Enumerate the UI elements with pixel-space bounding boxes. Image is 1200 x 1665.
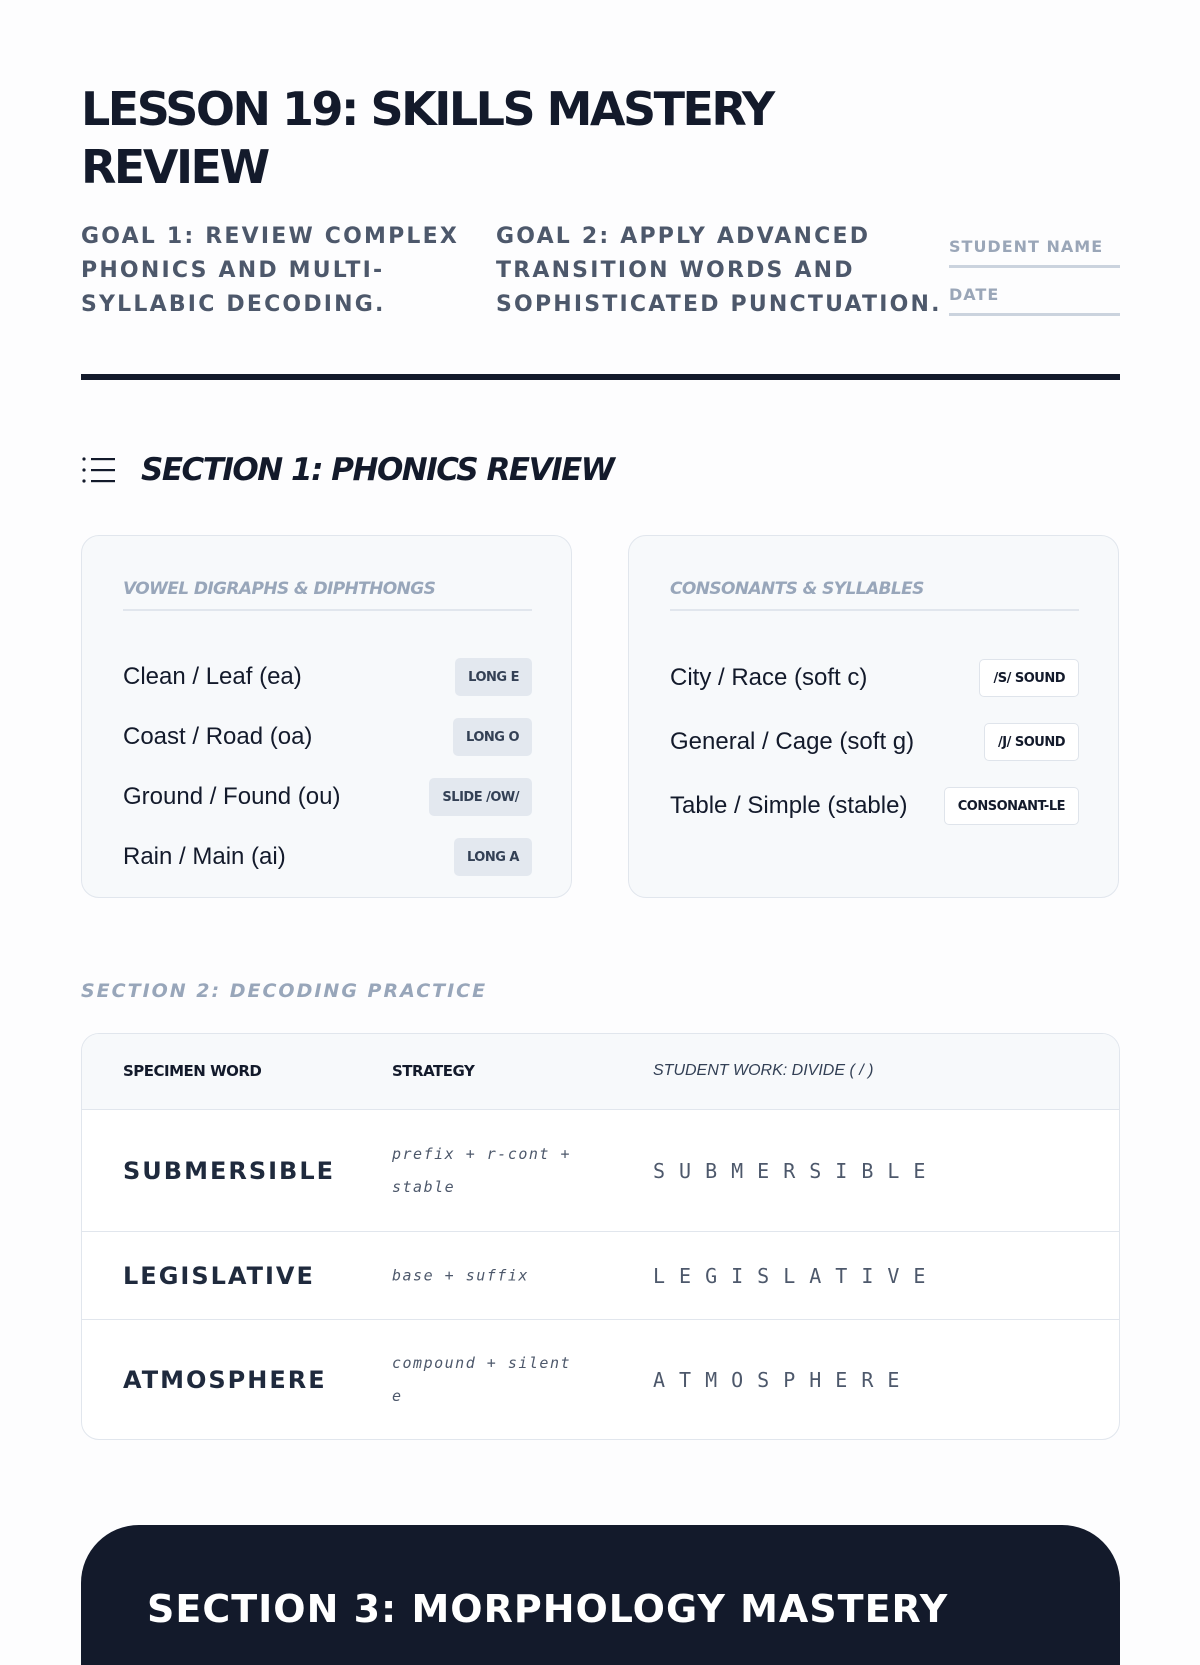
sound-badge: LONG E <box>455 658 532 696</box>
column-header: STRATEGY <box>392 1062 475 1080</box>
section-3-title: SECTION 3: MORPHOLOGY MASTERY <box>147 1587 949 1631</box>
phonics-row <box>670 786 1079 826</box>
list-icon <box>81 454 117 486</box>
phonics-row <box>123 657 532 697</box>
phonics-word: General / Cage (soft g) <box>670 728 915 755</box>
table-header <box>82 1034 1119 1110</box>
sound-badge: CONSONANT-LE <box>944 787 1079 825</box>
student-work-letters[interactable]: LEGISLATIVE <box>653 1263 940 1288</box>
student-work-letters[interactable]: ATMOSPHERE <box>653 1367 914 1392</box>
student-name-field[interactable]: STUDENT NAME <box>949 237 1120 268</box>
student-work-letters[interactable]: SUBMERSIBLE <box>653 1158 940 1183</box>
section-3-banner <box>81 1525 1120 1665</box>
sound-badge: /J/ SOUND <box>984 723 1079 761</box>
table-row <box>82 1320 1119 1439</box>
section-2-title: SECTION 2: DECODING PRACTICE <box>81 980 488 1002</box>
phonics-row <box>123 717 532 757</box>
column-header: STUDENT WORK: DIVIDE ( / ) <box>653 1062 874 1079</box>
header-divider <box>81 374 1120 380</box>
sound-badge: SLIDE /OW/ <box>429 778 532 816</box>
sound-badge: LONG A <box>454 838 532 876</box>
phonics-row <box>670 722 1079 762</box>
consonants-syllables-card <box>628 535 1119 898</box>
strategy-text: prefix + r-cont + stable <box>392 1144 572 1196</box>
section-1-heading <box>81 448 614 492</box>
sound-badge: LONG O <box>453 718 532 756</box>
consonants-card-title: CONSONANTS & SYLLABLES <box>670 578 1079 611</box>
vowel-card-title: VOWEL DIGRAPHS & DIPHTHONGS <box>123 578 532 611</box>
lesson-title: LESSON 19: SKILLS MASTERY REVIEW <box>81 82 773 194</box>
column-header: SPECIMEN WORD <box>123 1062 262 1080</box>
table-row <box>82 1232 1119 1320</box>
specimen-word: SUBMERSIBLE <box>123 1156 336 1185</box>
specimen-word: ATMOSPHERE <box>123 1365 327 1394</box>
goal-2: GOAL 2: APPLY ADVANCED TRANSITION WORDS AND SOPHISTICATED PUNCTUATION. <box>496 224 942 317</box>
date-field[interactable]: DATE <box>949 285 1120 316</box>
decoding-table <box>81 1033 1120 1440</box>
phonics-row <box>123 777 532 817</box>
section-1-title: SECTION 1: PHONICS REVIEW <box>141 452 614 488</box>
goal-1: GOAL 1: REVIEW COMPLEX PHONICS AND MULTI-SYLLABIC DECODING. <box>81 224 460 317</box>
vowel-digraphs-card <box>81 535 572 898</box>
phonics-word: Clean / Leaf (ea) <box>123 663 302 690</box>
phonics-word: Ground / Found (ou) <box>123 783 341 810</box>
phonics-word: Table / Simple (stable) <box>670 792 908 819</box>
sound-badge: /S/ SOUND <box>979 659 1079 697</box>
specimen-word: LEGISLATIVE <box>123 1261 315 1290</box>
strategy-text: compound + silent e <box>392 1353 572 1405</box>
phonics-row <box>123 837 532 877</box>
phonics-row <box>670 658 1079 698</box>
strategy-text: base + suffix <box>392 1266 529 1284</box>
phonics-word: Rain / Main (ai) <box>123 843 286 870</box>
phonics-word: City / Race (soft c) <box>670 664 868 691</box>
table-row <box>82 1110 1119 1232</box>
phonics-word: Coast / Road (oa) <box>123 723 313 750</box>
